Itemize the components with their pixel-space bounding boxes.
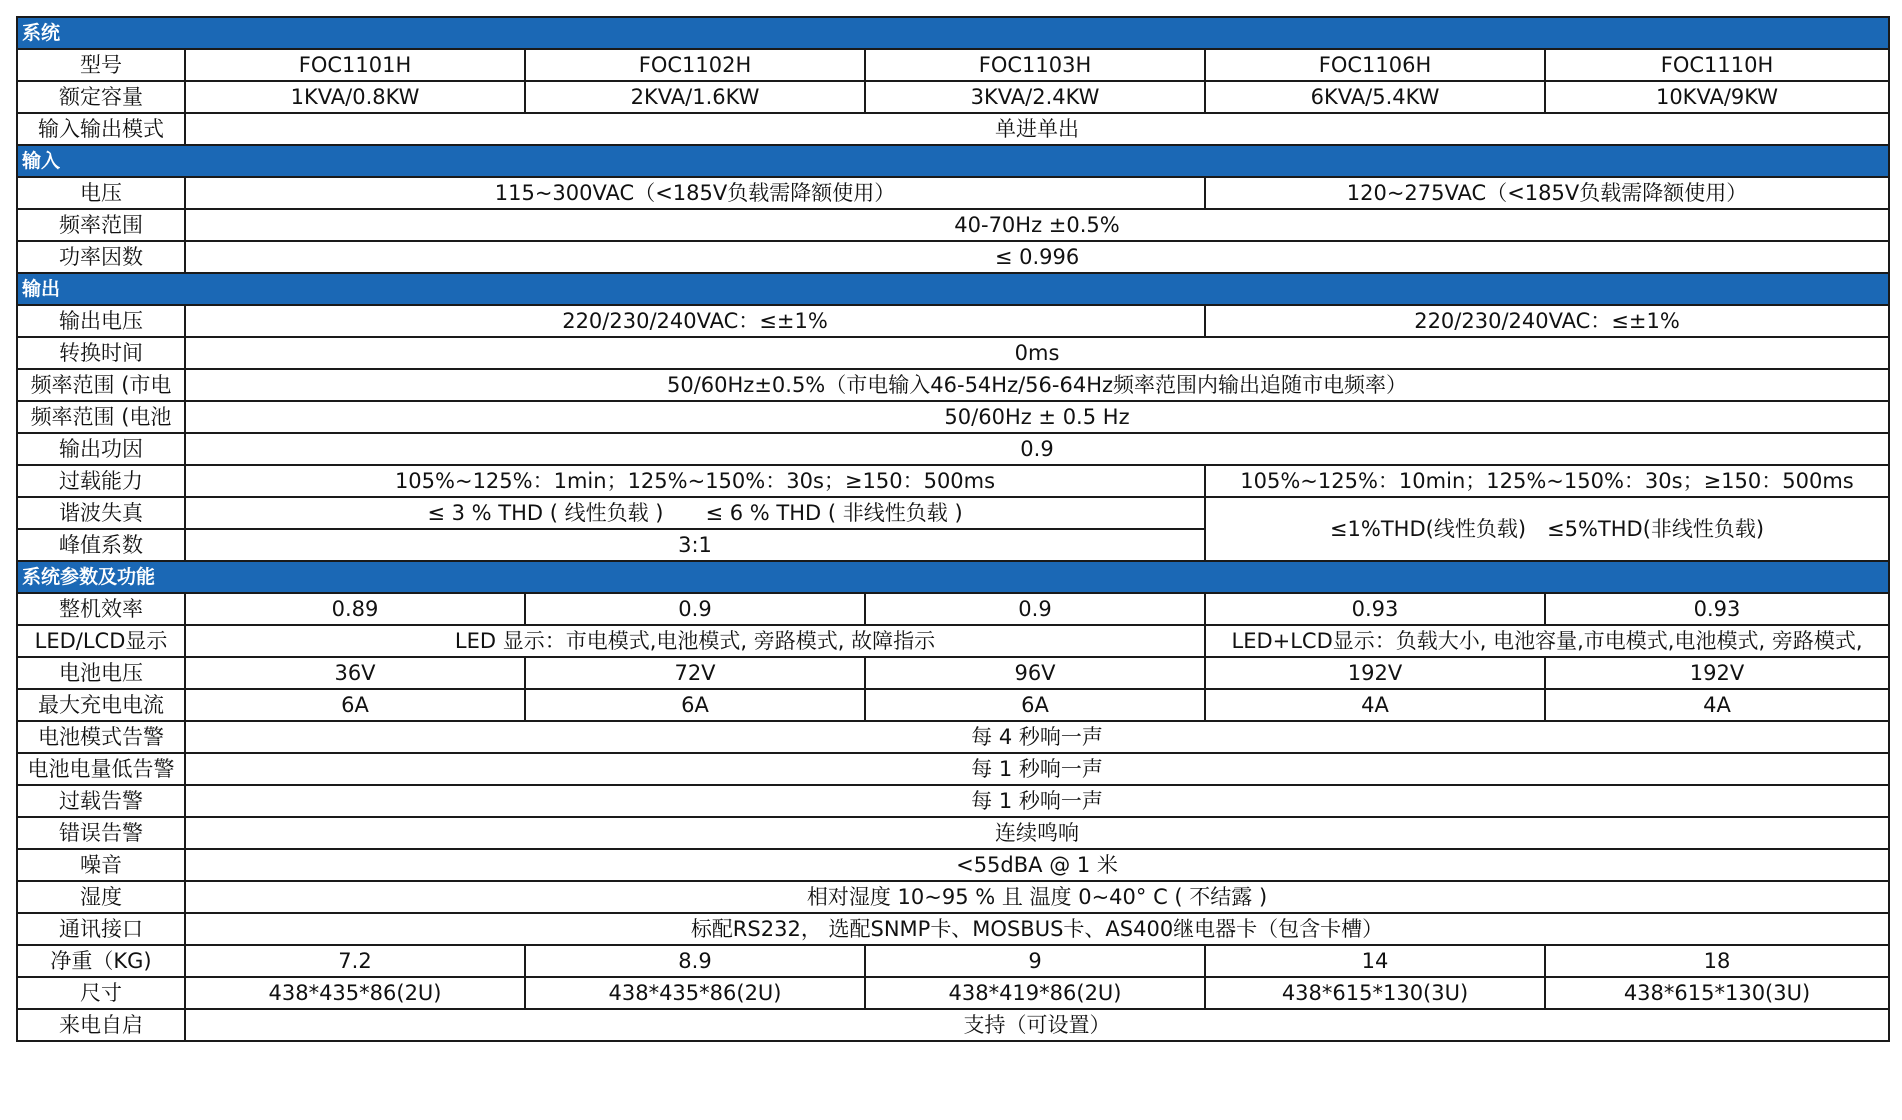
value-cell: FOC1101H xyxy=(185,49,525,81)
value-cell: 36V xyxy=(185,657,525,689)
table-row xyxy=(17,625,1889,657)
value-cell: 6KVA/5.4KW xyxy=(1205,81,1545,113)
value-cell: 72V xyxy=(525,657,865,689)
value-cell: 438*615*130(3U) xyxy=(1545,977,1889,1009)
row-label: 输出电压 xyxy=(17,305,185,337)
value-cell: 0ms xyxy=(185,337,1889,369)
value-cell: 3KVA/2.4KW xyxy=(865,81,1205,113)
row-label: 通讯接口 xyxy=(17,913,185,945)
value-cell: 2KVA/1.6KW xyxy=(525,81,865,113)
value-cell: FOC1106H xyxy=(1205,49,1545,81)
value-cell: 192V xyxy=(1545,657,1889,689)
spec-table xyxy=(16,16,1890,1042)
row-label: 输入输出模式 xyxy=(17,113,185,145)
value-cell: 3:1 xyxy=(185,529,1205,561)
section-title: 输出 xyxy=(17,273,1889,305)
row-label: 频率范围 (电池 xyxy=(17,401,185,433)
row-label: 型号 xyxy=(17,49,185,81)
value-cell: 105%~125%：10min；125%~150%：30s；≥150：500ms xyxy=(1205,465,1889,497)
value-cell: 0.93 xyxy=(1205,593,1545,625)
section-header-row xyxy=(17,561,1889,593)
value-cell: 105%~125%：1min；125%~150%：30s；≥150：500ms xyxy=(185,465,1205,497)
table-row xyxy=(17,497,1889,529)
value-cell: 单进单出 xyxy=(185,113,1889,145)
row-label: 谐波失真 xyxy=(17,497,185,529)
row-label: 电池电压 xyxy=(17,657,185,689)
table-row xyxy=(17,113,1889,145)
value-cell: 0.93 xyxy=(1545,593,1889,625)
spec-sheet xyxy=(16,16,1888,1042)
value-cell: 6A xyxy=(865,689,1205,721)
row-label: 湿度 xyxy=(17,881,185,913)
value-cell: 14 xyxy=(1205,945,1545,977)
row-label: 峰值系数 xyxy=(17,529,185,561)
value-cell: 连续鸣响 xyxy=(185,817,1889,849)
value-cell: 438*435*86(2U) xyxy=(525,977,865,1009)
value-cell: 220/230/240VAC：≤±1% xyxy=(185,305,1205,337)
section-header-row xyxy=(17,273,1889,305)
value-cell: 115~300VAC（<185V负载需降额使用） xyxy=(185,177,1205,209)
row-label: 功率因数 xyxy=(17,241,185,273)
row-label: 输出功因 xyxy=(17,433,185,465)
value-cell: <55dBA @ 1 米 xyxy=(185,849,1889,881)
section-title: 输入 xyxy=(17,145,1889,177)
table-row xyxy=(17,849,1889,881)
value-cell: ≤ 3 % THD ( 线性负载 ) ≤ 6 % THD ( 非线性负载 ) xyxy=(185,497,1205,529)
section-header-row xyxy=(17,17,1889,49)
row-label: 净重（KG) xyxy=(17,945,185,977)
row-label: LED/LCD显示 xyxy=(17,625,185,657)
table-row xyxy=(17,433,1889,465)
value-cell: 220/230/240VAC：≤±1% xyxy=(1205,305,1889,337)
value-cell: 192V xyxy=(1205,657,1545,689)
table-row xyxy=(17,401,1889,433)
table-row xyxy=(17,817,1889,849)
value-cell: 相对湿度 10~95 % 且 温度 0~40° C ( 不结露 ) xyxy=(185,881,1889,913)
section-title: 系统参数及功能 xyxy=(17,561,1889,593)
table-row xyxy=(17,945,1889,977)
value-cell: 支持（可设置） xyxy=(185,1009,1889,1041)
value-cell: 6A xyxy=(525,689,865,721)
row-label: 来电自启 xyxy=(17,1009,185,1041)
row-label: 过载能力 xyxy=(17,465,185,497)
value-cell: 7.2 xyxy=(185,945,525,977)
section-header-row xyxy=(17,145,1889,177)
table-row xyxy=(17,689,1889,721)
table-row xyxy=(17,177,1889,209)
value-cell: 438*419*86(2U) xyxy=(865,977,1205,1009)
value-cell: 9 xyxy=(865,945,1205,977)
value-cell: ≤1%THD(线性负载) ≤5%THD(非线性负载) xyxy=(1205,497,1889,561)
value-cell: 10KVA/9KW xyxy=(1545,81,1889,113)
row-label: 频率范围 xyxy=(17,209,185,241)
table-row xyxy=(17,81,1889,113)
value-cell: 标配RS232， 选配SNMP卡、MOSBUS卡、AS400继电器卡（包含卡槽） xyxy=(185,913,1889,945)
value-cell: 96V xyxy=(865,657,1205,689)
value-cell: 每 1 秒响一声 xyxy=(185,785,1889,817)
value-cell: LED+LCD显示：负载大小, 电池容量,市电模式,电池模式, 旁路模式, xyxy=(1205,625,1889,657)
value-cell: 每 1 秒响一声 xyxy=(185,753,1889,785)
section-title: 系统 xyxy=(17,17,1889,49)
table-row xyxy=(17,977,1889,1009)
table-row xyxy=(17,305,1889,337)
table-row xyxy=(17,721,1889,753)
value-cell: 0.9 xyxy=(185,433,1889,465)
value-cell: 40-70Hz ±0.5% xyxy=(185,209,1889,241)
table-row xyxy=(17,785,1889,817)
table-row xyxy=(17,369,1889,401)
value-cell: ≤ 0.996 xyxy=(185,241,1889,273)
value-cell: 4A xyxy=(1545,689,1889,721)
row-label: 转换时间 xyxy=(17,337,185,369)
table-row xyxy=(17,337,1889,369)
value-cell: LED 显示：市电模式,电池模式, 旁路模式, 故障指示 xyxy=(185,625,1205,657)
value-cell: 0.9 xyxy=(865,593,1205,625)
table-row xyxy=(17,209,1889,241)
table-row xyxy=(17,241,1889,273)
row-label: 错误告警 xyxy=(17,817,185,849)
table-row xyxy=(17,1009,1889,1041)
value-cell: 6A xyxy=(185,689,525,721)
row-label: 整机效率 xyxy=(17,593,185,625)
table-row xyxy=(17,49,1889,81)
table-row xyxy=(17,593,1889,625)
row-label: 额定容量 xyxy=(17,81,185,113)
value-cell: 4A xyxy=(1205,689,1545,721)
table-row xyxy=(17,913,1889,945)
table-row xyxy=(17,657,1889,689)
value-cell: 0.9 xyxy=(525,593,865,625)
value-cell: 0.89 xyxy=(185,593,525,625)
row-label: 噪音 xyxy=(17,849,185,881)
value-cell: FOC1110H xyxy=(1545,49,1889,81)
value-cell: 120~275VAC（<185V负载需降额使用） xyxy=(1205,177,1889,209)
table-row xyxy=(17,753,1889,785)
row-label: 频率范围 (市电 xyxy=(17,369,185,401)
row-label: 过载告警 xyxy=(17,785,185,817)
value-cell: 18 xyxy=(1545,945,1889,977)
row-label: 电池电量低告警 xyxy=(17,753,185,785)
table-row xyxy=(17,465,1889,497)
value-cell: 50/60Hz ± 0.5 Hz xyxy=(185,401,1889,433)
value-cell: 8.9 xyxy=(525,945,865,977)
row-label: 电池模式告警 xyxy=(17,721,185,753)
value-cell: 438*615*130(3U) xyxy=(1205,977,1545,1009)
value-cell: 50/60Hz±0.5%（市电输入46-54Hz/56-64Hz频率范围内输出追随市电频率） xyxy=(185,369,1889,401)
value-cell: 438*435*86(2U) xyxy=(185,977,525,1009)
value-cell: FOC1102H xyxy=(525,49,865,81)
value-cell: FOC1103H xyxy=(865,49,1205,81)
table-row xyxy=(17,881,1889,913)
row-label: 电压 xyxy=(17,177,185,209)
value-cell: 每 4 秒响一声 xyxy=(185,721,1889,753)
row-label: 尺寸 xyxy=(17,977,185,1009)
value-cell: 1KVA/0.8KW xyxy=(185,81,525,113)
row-label: 最大充电电流 xyxy=(17,689,185,721)
